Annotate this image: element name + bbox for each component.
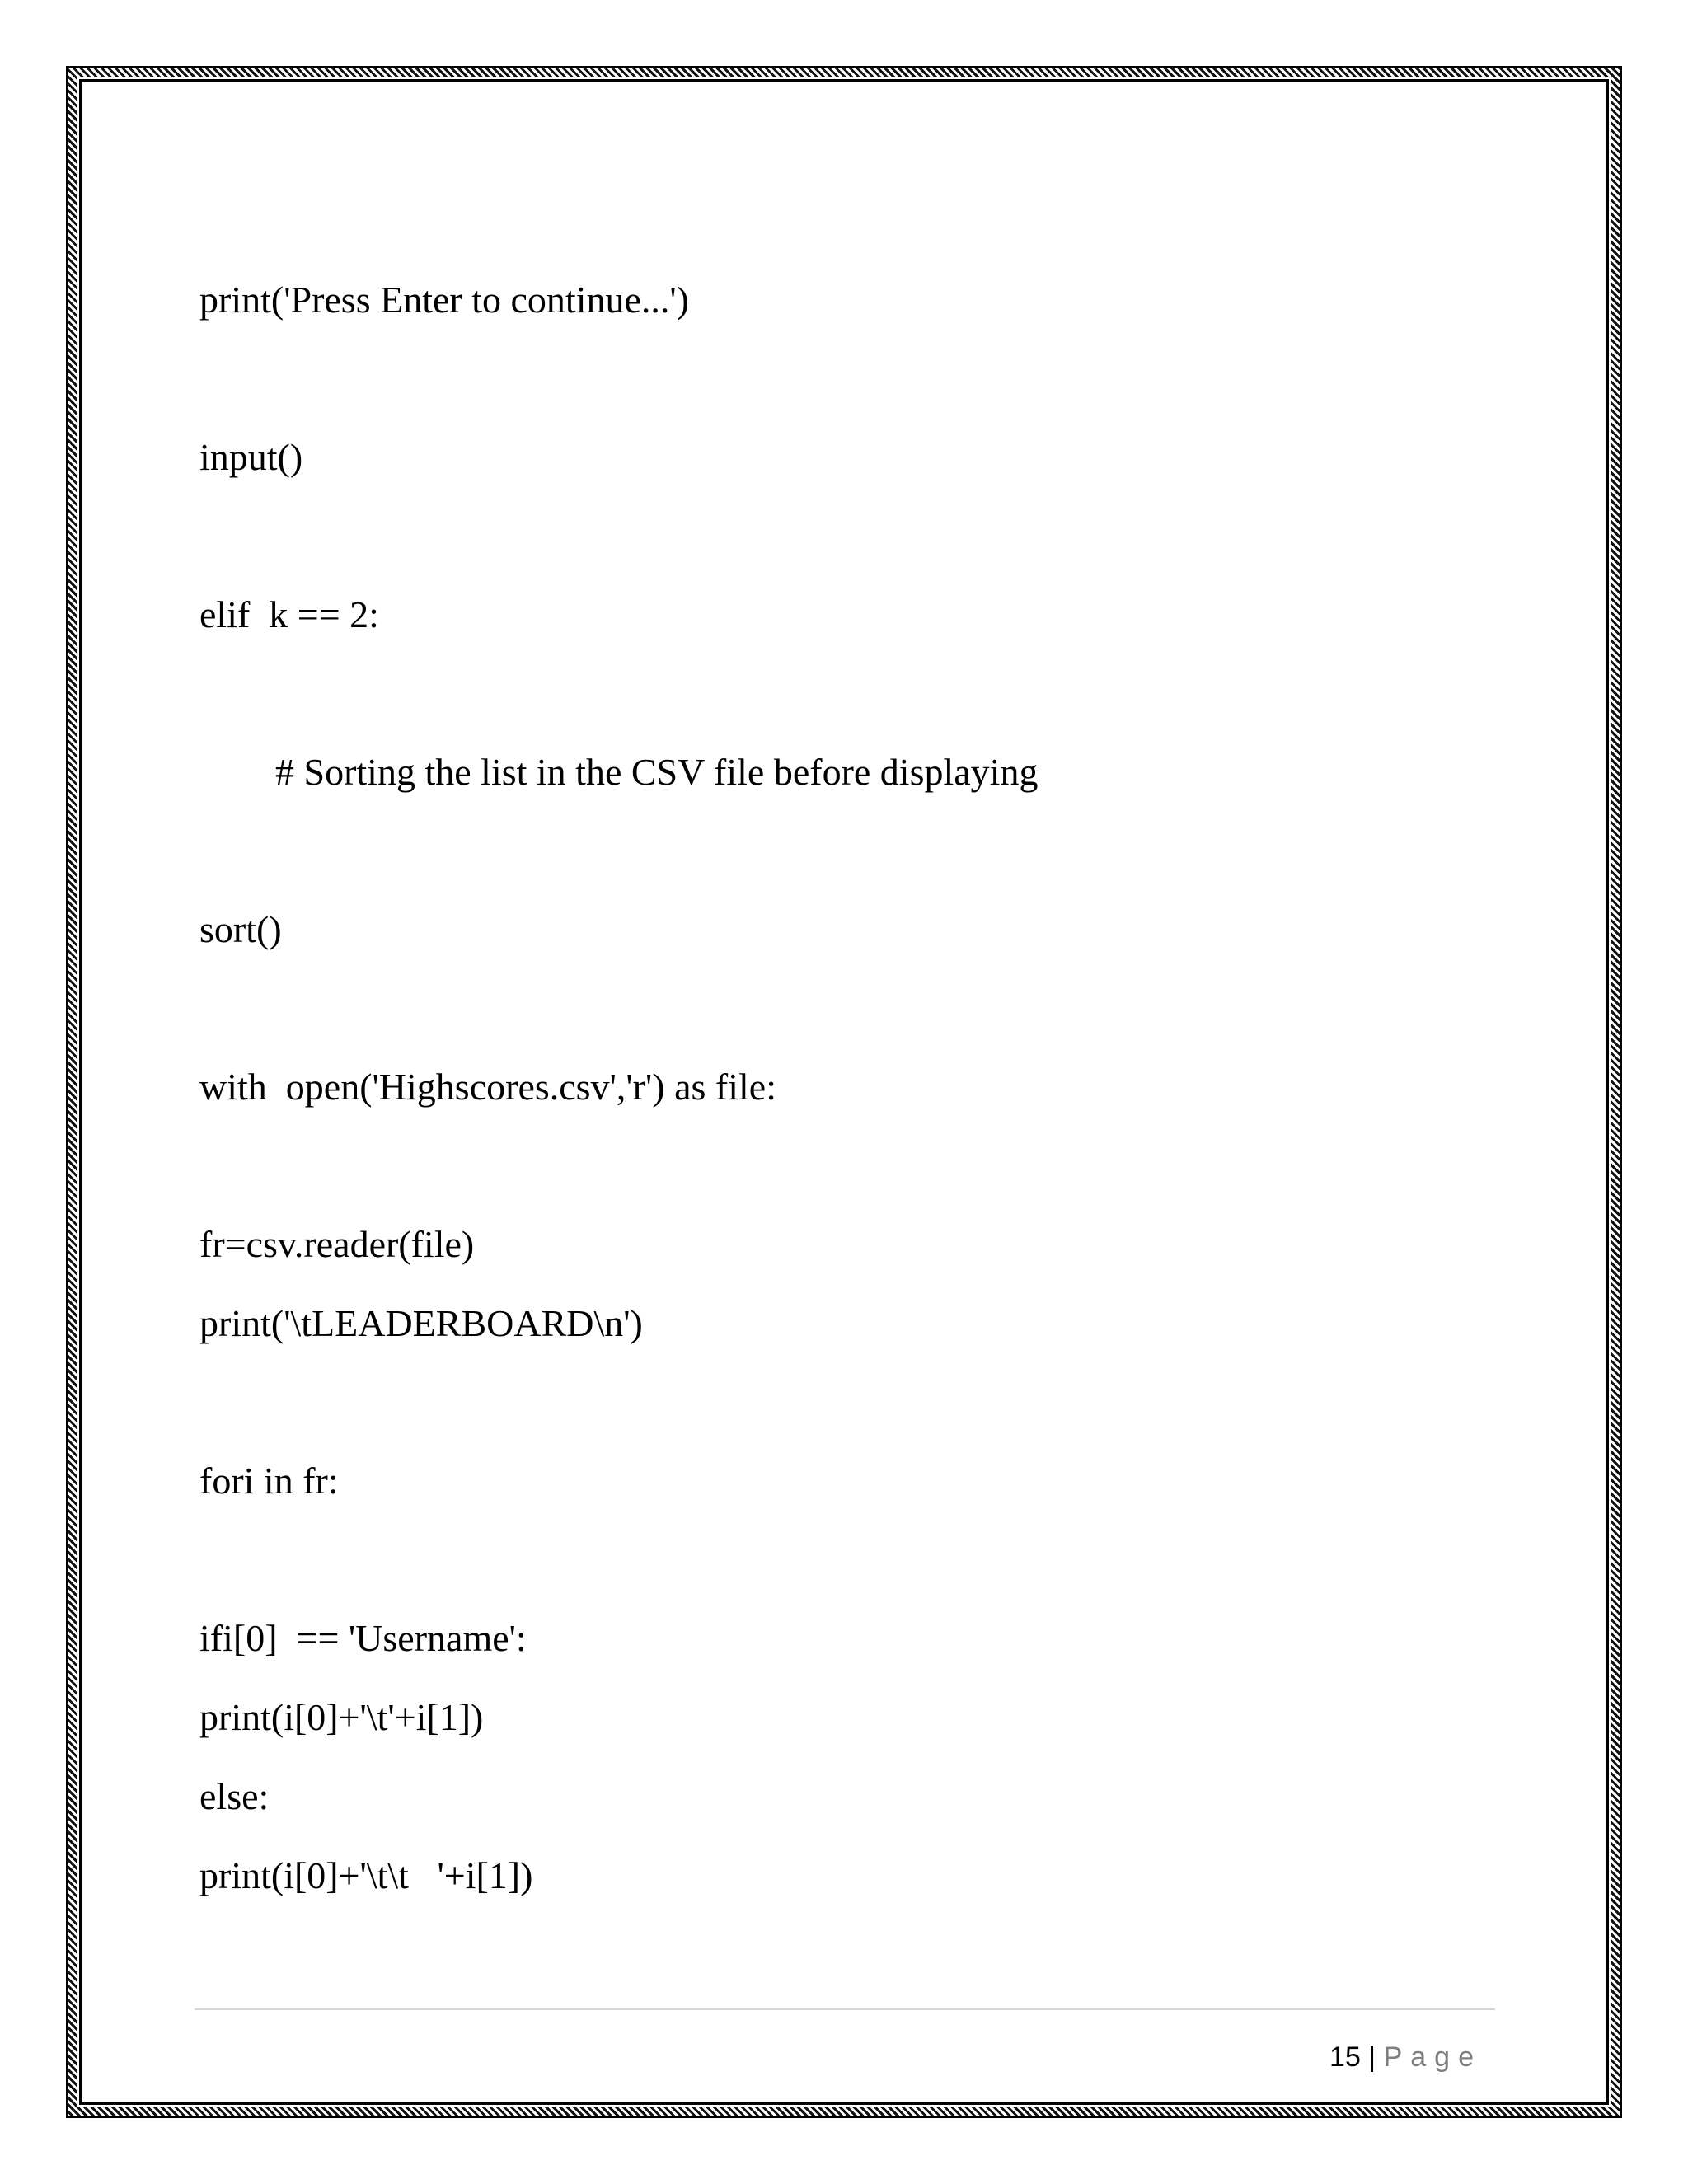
code-line-1: print('Press Enter to continue...'): [199, 279, 690, 321]
page-separator: |: [1360, 2041, 1384, 2073]
footer-divider: [195, 2008, 1495, 2010]
page-number: 15: [1329, 2041, 1361, 2073]
code-line-10: ifi[0] == 'Username':: [199, 1617, 527, 1659]
code-line-5: sort(): [199, 908, 282, 950]
code-line-13: print(i[0]+'\t\t '+i[1]): [199, 1854, 533, 1896]
page-footer: [1298, 2015, 1482, 2099]
code-line-8: print('\tLEADERBOARD\n'): [199, 1302, 643, 1344]
code-line-2: input(): [199, 436, 303, 478]
code-line-3: elif k == 2:: [199, 593, 379, 635]
code-line-6: with open('Highscores.csv','r') as file:: [199, 1066, 776, 1108]
code-line-11: print(i[0]+'\t'+i[1]): [199, 1696, 484, 1738]
code-line-12: else:: [199, 1775, 270, 1817]
code-line-7: fr=csv.reader(file): [199, 1223, 475, 1265]
code-line-9: fori in fr:: [199, 1460, 339, 1502]
code-comment-line: # Sorting the list in the CSV file before displaying: [275, 751, 1039, 793]
page-label: Page: [1383, 2041, 1482, 2073]
